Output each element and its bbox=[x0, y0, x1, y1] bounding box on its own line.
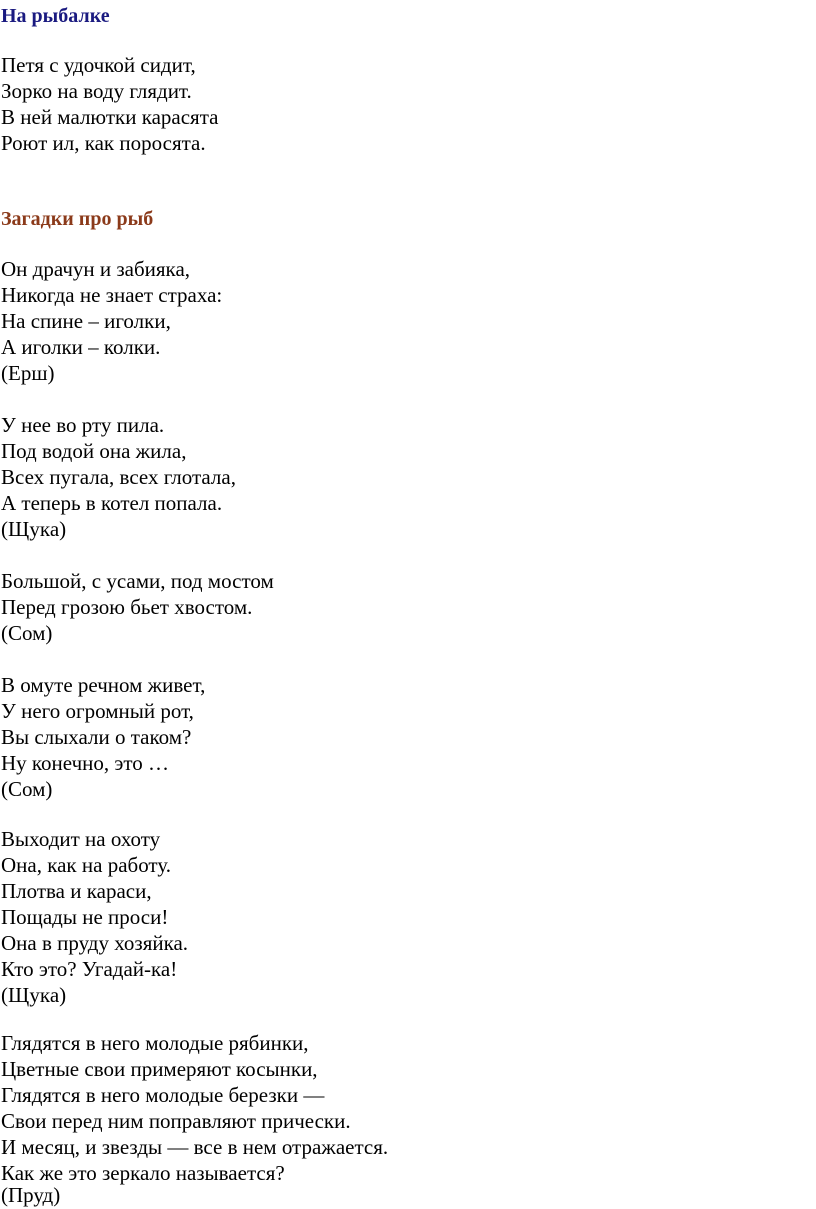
riddle-answer: (Пруд) bbox=[1, 1183, 61, 1207]
riddle-line: Она, как на работу. bbox=[1, 853, 171, 877]
riddle-line: Выходит на охоту bbox=[1, 827, 161, 851]
riddle-line: Большой, с усами, под мостом bbox=[1, 569, 274, 593]
riddle-answer: (Сом) bbox=[1, 621, 53, 645]
riddle-line: Он драчун и забияка, bbox=[1, 257, 191, 281]
riddle-line: Кто это? Угадай-ка! bbox=[1, 957, 178, 981]
riddle-line: А теперь в котел попала. bbox=[1, 491, 223, 515]
riddle-line: Как же это зеркало называется? bbox=[1, 1161, 285, 1185]
poem-line: Роют ил, как поросята. bbox=[1, 131, 206, 155]
riddle-answer: (Ерш) bbox=[1, 361, 55, 385]
riddle-line: Плотва и караси, bbox=[1, 879, 152, 903]
riddle-line: А иголки – колки. bbox=[1, 335, 161, 359]
riddle-line: Пощады не проси! bbox=[1, 905, 169, 929]
riddle-line: В омуте речном живет, bbox=[1, 673, 206, 697]
riddle-line: И месяц, и звезды — все в нем отражается. bbox=[1, 1135, 389, 1159]
riddle-line: Ну конечно, это … bbox=[1, 751, 170, 775]
riddle-line: Свои перед ним поправляют прически. bbox=[1, 1109, 351, 1133]
riddle-line: Перед грозою бьет хвостом. bbox=[1, 595, 253, 619]
riddle-line: На спине – иголки, bbox=[1, 309, 171, 333]
poem-line: Зорко на воду глядит. bbox=[1, 79, 192, 103]
riddle-line: У него огромный рот, bbox=[1, 699, 194, 723]
riddle-line: Глядятся в него молодые березки — bbox=[1, 1083, 325, 1107]
riddle-line: Никогда не знает страха: bbox=[1, 283, 223, 307]
riddle-line: Вы слыхали о таком? bbox=[1, 725, 192, 749]
riddle-line: Глядятся в него молодые рябинки, bbox=[1, 1031, 309, 1055]
poem-title: На рыбалке bbox=[1, 5, 110, 27]
riddle-line: Всех пугала, всех глотала, bbox=[1, 465, 236, 489]
riddle-line: У нее во рту пила. bbox=[1, 413, 165, 437]
poem-line: В ней малютки карасята bbox=[1, 105, 219, 129]
riddle-answer: (Сом) bbox=[1, 777, 53, 801]
riddle-line: Под водой она жила, bbox=[1, 439, 187, 463]
riddle-answer: (Щука) bbox=[1, 517, 67, 541]
riddle-line: Цветные свои примеряют косынки, bbox=[1, 1057, 318, 1081]
riddles-title: Загадки про рыб bbox=[1, 208, 154, 230]
poem-line: Петя с удочкой сидит, bbox=[1, 53, 196, 77]
riddle-answer: (Щука) bbox=[1, 983, 67, 1007]
riddle-line: Она в пруду хозяйка. bbox=[1, 931, 189, 955]
